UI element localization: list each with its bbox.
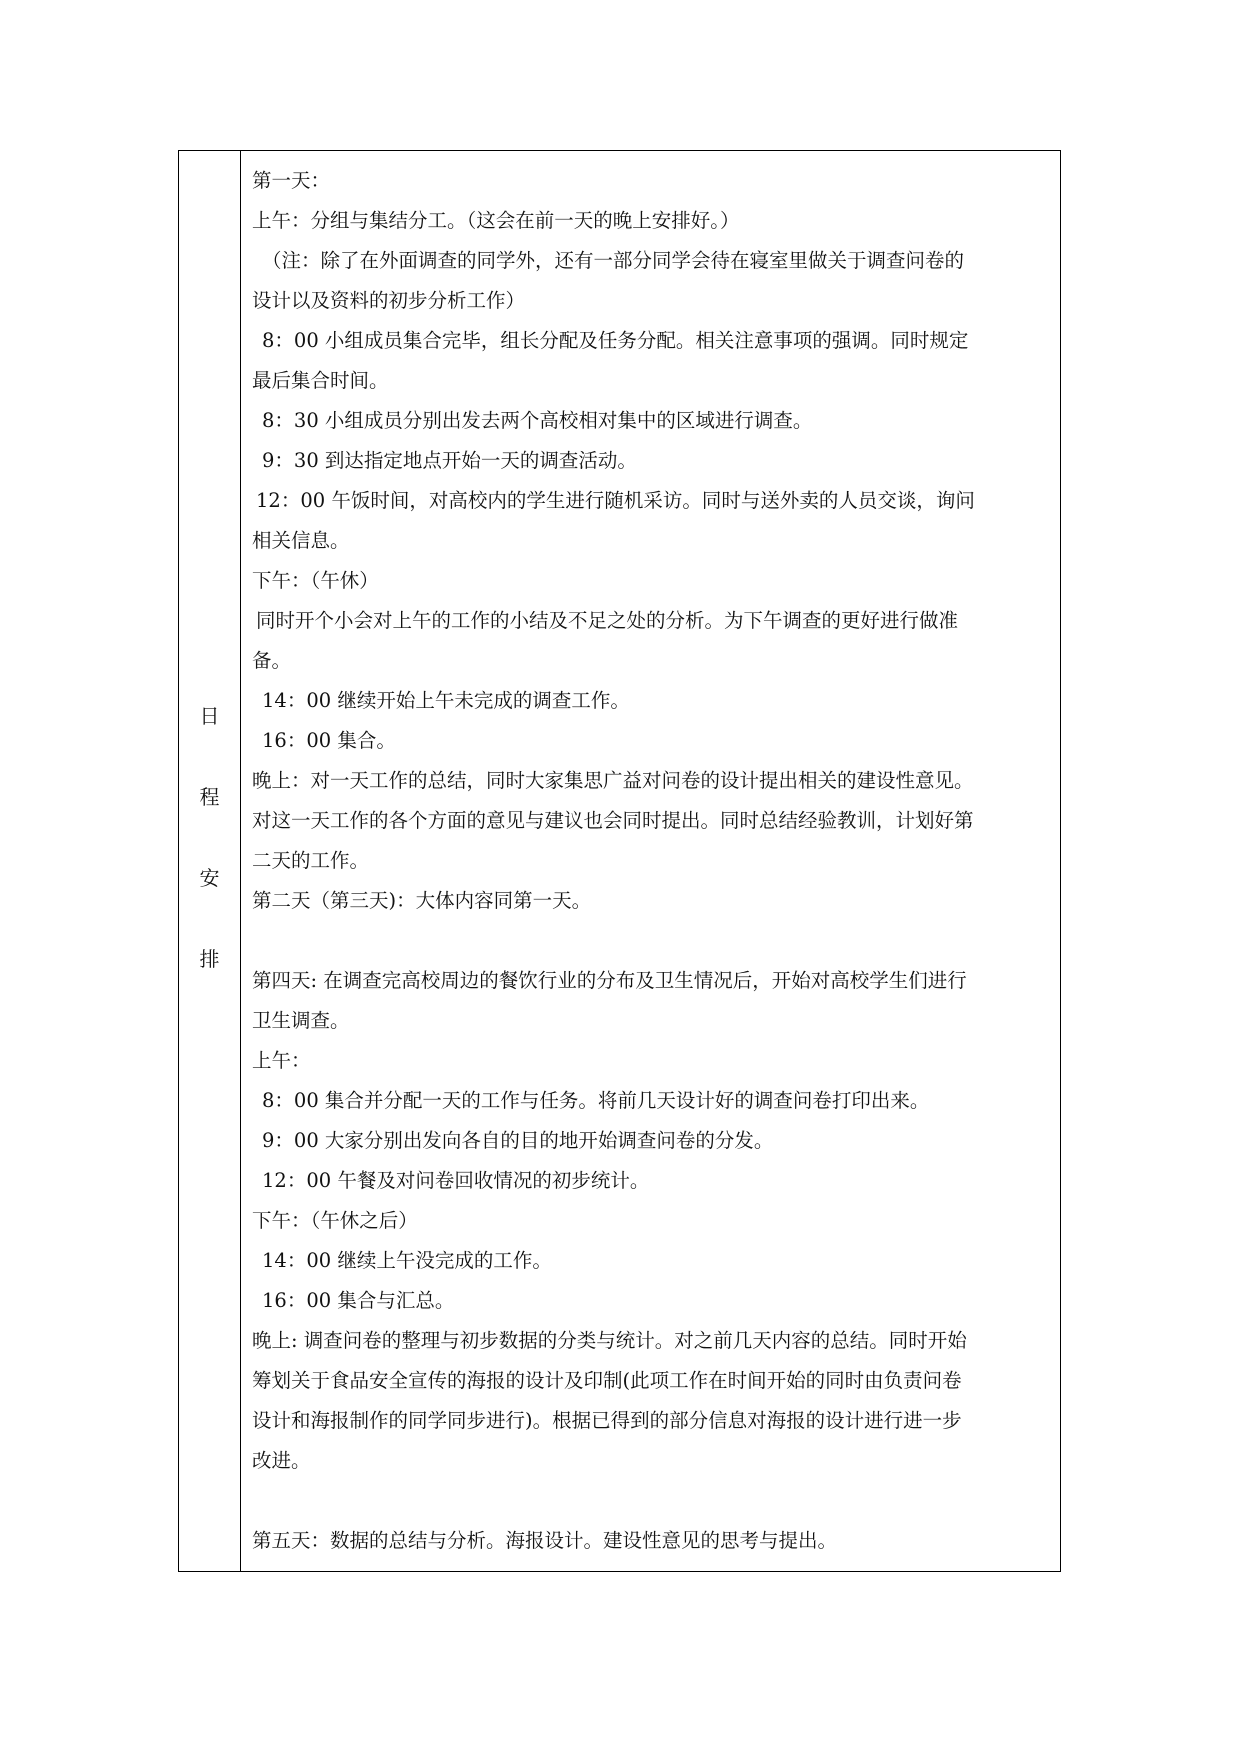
day4-evening-line2: 筹划关于食品安全宣传的海报的设计及印制(此项工作在时间开始的同时由负责问卷 bbox=[252, 1369, 962, 1392]
day1-evening-line2: 对这一天工作的各个方面的意见与建议也会同时提出。同时总结经验教训，计划好第 bbox=[252, 809, 974, 832]
day4-morning: 上午： bbox=[252, 1049, 311, 1072]
day1-0830: 8：30 小组成员分别出发去两个高校相对集中的区域进行调查。 bbox=[262, 409, 813, 432]
day4-evening-line3: 设计和海报制作的同学同步进行)。根据已得到的部分信息对海报的设计进行进一步 bbox=[252, 1409, 962, 1432]
label-char-1: 日 bbox=[199, 704, 220, 728]
label-char-2: 程 bbox=[199, 785, 220, 809]
day4-0800: 8：00 集合并分配一天的工作与任务。将前几天设计好的调查问卷打印出来。 bbox=[262, 1089, 930, 1112]
day1-1200-line1: 12：00 午饭时间，对高校内的学生进行随机采访。同时与送外卖的人员交谈，询问 bbox=[256, 489, 975, 512]
day4-1400: 14：00 继续上午没完成的工作。 bbox=[262, 1249, 552, 1272]
day4-1600: 16：00 集合与汇总。 bbox=[262, 1289, 455, 1312]
day1-1600: 16：00 集合。 bbox=[262, 729, 396, 752]
schedule-label-cell bbox=[179, 151, 241, 1571]
day4-heading-line1: 第四天: 在调查完高校周边的餐饮行业的分布及卫生情况后，开始对高校学生们进行 bbox=[252, 969, 967, 992]
day1-meeting-line1: 同时开个小会对上午的工作的小结及不足之处的分析。为下午调查的更好进行做准 bbox=[256, 609, 959, 632]
day1-heading: 第一天： bbox=[252, 169, 331, 192]
day4-evening-line4: 改进。 bbox=[252, 1449, 311, 1472]
day1-0800-line1: 8：00 小组成员集合完毕，组长分配及任务分配。相关注意事项的强调。同时规定 bbox=[262, 329, 969, 352]
label-char-4: 排 bbox=[199, 947, 220, 971]
day1-0930: 9：30 到达指定地点开始一天的调查活动。 bbox=[262, 449, 637, 472]
schedule-table bbox=[178, 150, 1061, 1572]
day1-morning: 上午：分组与集结分工。（这会在前一天的晚上安排好。） bbox=[252, 209, 740, 232]
day5-summary: 第五天：数据的总结与分析。海报设计。建设性意见的思考与提出。 bbox=[252, 1529, 838, 1552]
day1-afternoon: 下午：（午休） bbox=[252, 569, 379, 592]
day1-note-line2: 设计以及资料的初步分析工作） bbox=[252, 289, 526, 312]
day1-0800-line2: 最后集合时间。 bbox=[252, 369, 389, 392]
day2-3-summary: 第二天（第三天)：大体内容同第一天。 bbox=[252, 889, 592, 912]
day4-heading-line2: 卫生调查。 bbox=[252, 1009, 350, 1032]
day4-0900: 9：00 大家分别出发向各自的目的地开始调查问卷的分发。 bbox=[262, 1129, 774, 1152]
day1-evening-line3: 二天的工作。 bbox=[252, 849, 370, 872]
day4-afternoon: 下午：（午休之后） bbox=[252, 1209, 418, 1232]
day1-evening-line1: 晚上：对一天工作的总结，同时大家集思广益对问卷的设计提出相关的建设性意见。 bbox=[252, 769, 974, 792]
day4-evening-line1: 晚上: 调查问卷的整理与初步数据的分类与统计。对之前几天内容的总结。同时开始 bbox=[252, 1329, 967, 1352]
day1-note-line1: （注：除了在外面调查的同学外，还有一部分同学会待在寝室里做关于调查问卷的 bbox=[262, 249, 965, 272]
schedule-label bbox=[179, 706, 240, 1030]
schedule-content-cell bbox=[241, 151, 1060, 1571]
day1-meeting-line2: 备。 bbox=[252, 649, 292, 672]
label-char-3: 安 bbox=[199, 866, 220, 890]
day1-1400: 14：00 继续开始上午未完成的调查工作。 bbox=[262, 689, 630, 712]
day1-1200-line2: 相关信息。 bbox=[252, 529, 350, 552]
day4-1200: 12：00 午餐及对问卷回收情况的初步统计。 bbox=[262, 1169, 650, 1192]
